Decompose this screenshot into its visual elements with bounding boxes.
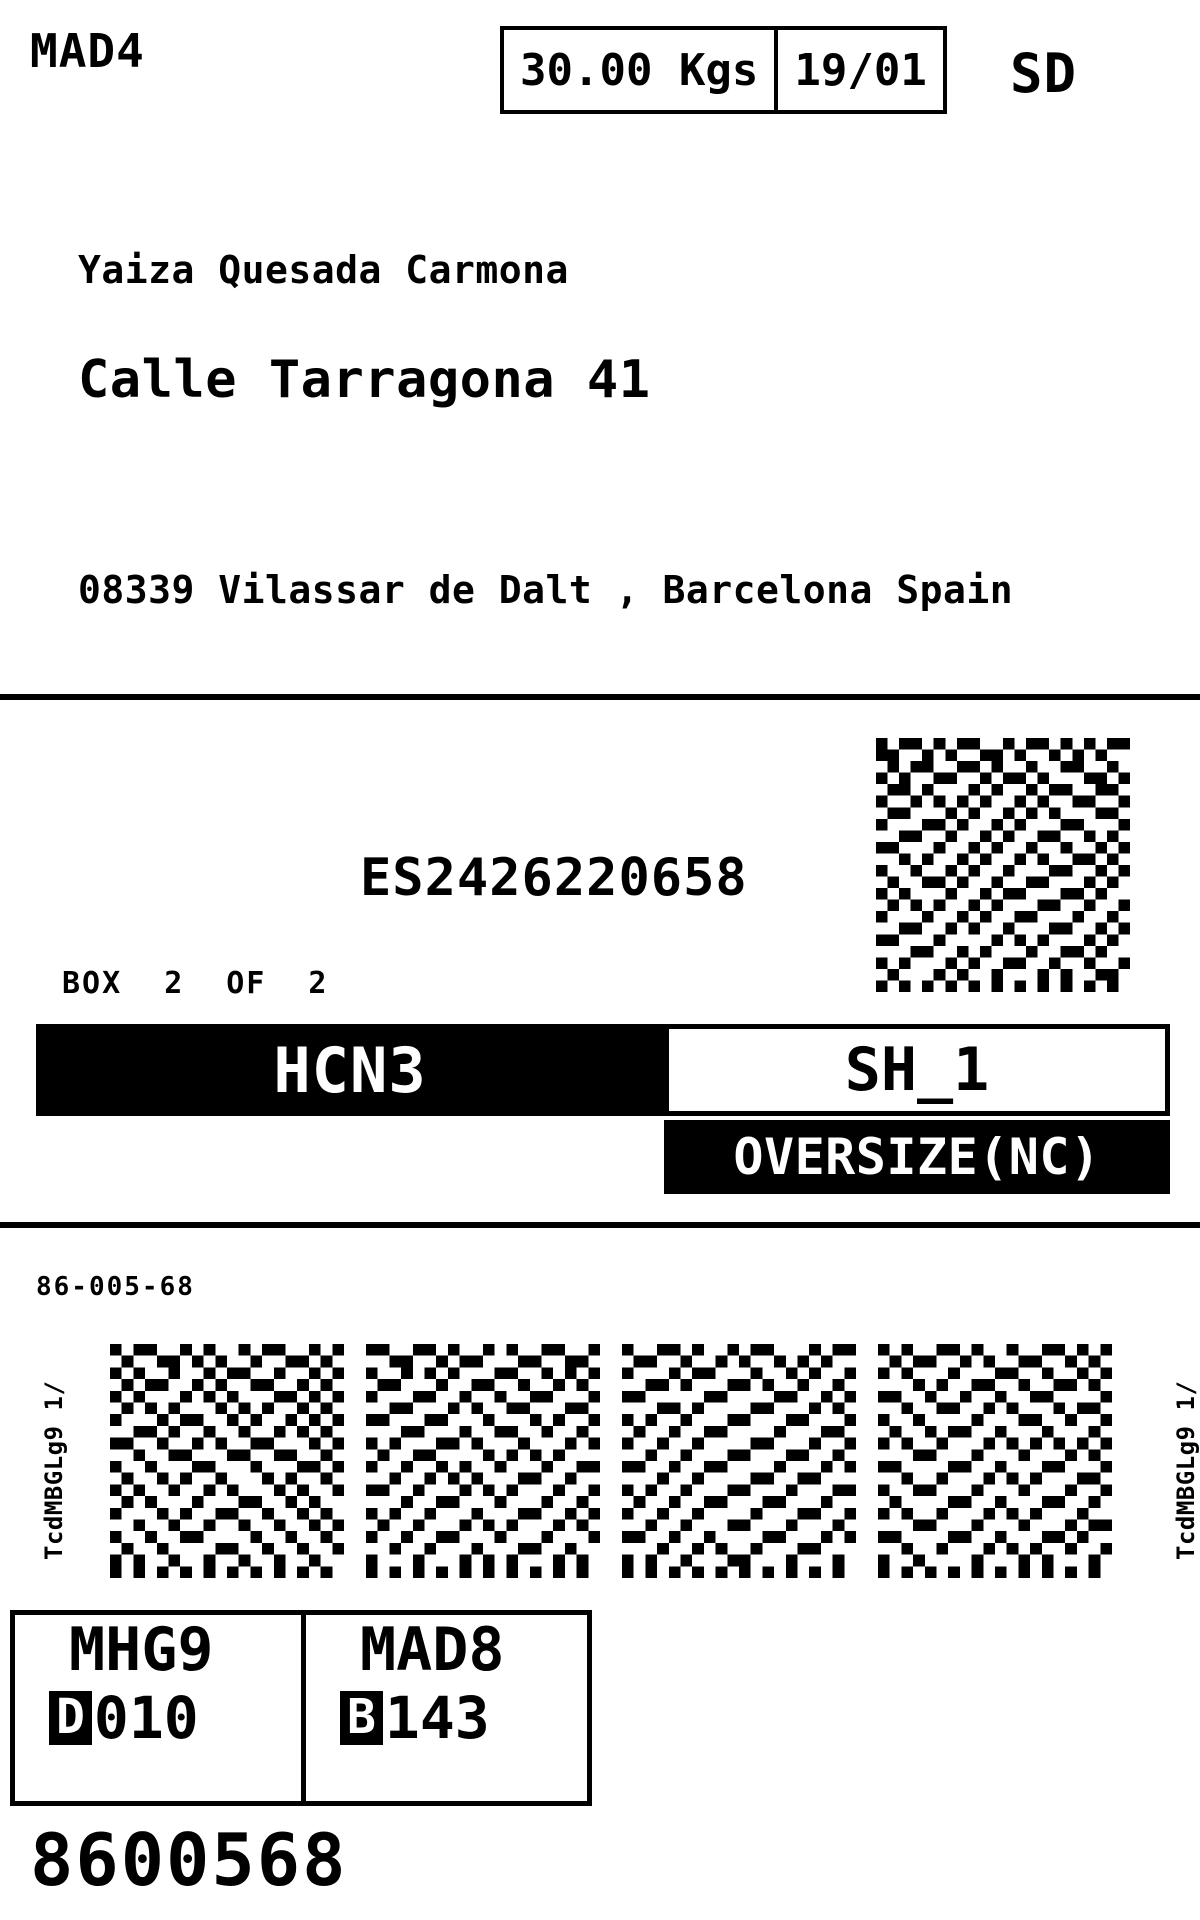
oversize-badge: OVERSIZE(NC) bbox=[664, 1120, 1170, 1194]
route-box bbox=[10, 1610, 592, 1806]
route-number-1: 010 bbox=[93, 1684, 199, 1752]
box-label: BOX bbox=[62, 966, 123, 1001]
big-sort-number: 8600568 bbox=[30, 1818, 348, 1902]
sort-code-bar bbox=[36, 1024, 1170, 1116]
divider-top bbox=[0, 694, 1200, 700]
label-header bbox=[0, 0, 1200, 140]
route-number-2: 143 bbox=[384, 1684, 490, 1752]
weight-date-box bbox=[500, 26, 947, 114]
datamatrix-4-icon bbox=[878, 1340, 1112, 1582]
datamatrix-2-icon bbox=[366, 1340, 600, 1582]
route-cell-1 bbox=[15, 1615, 301, 1801]
route-letter-1: D bbox=[49, 1691, 92, 1745]
of-label: OF bbox=[226, 966, 267, 1001]
stage-code: SH_1 bbox=[664, 1024, 1170, 1116]
box-count-line bbox=[62, 966, 328, 1001]
recipient-city-line: 08339 Vilassar de Dalt , Barcelona Spain bbox=[78, 568, 1014, 612]
route-letter-2: B bbox=[340, 1691, 383, 1745]
route-code-1: MHG9 bbox=[69, 1615, 214, 1685]
ship-date: 19/01 bbox=[794, 44, 927, 96]
divider-bottom bbox=[0, 1222, 1200, 1228]
node-code: MAD4 bbox=[30, 24, 145, 78]
side-text-left: TcdMBGLg9 1/ bbox=[40, 1380, 68, 1560]
recipient-name: Yaiza Quesada Carmona bbox=[78, 248, 569, 292]
route-cell-2 bbox=[301, 1615, 587, 1801]
tracking-id: ES2426220658 bbox=[360, 848, 748, 908]
recipient-street: Calle Tarragona 41 bbox=[78, 350, 651, 410]
route-second-2 bbox=[306, 1684, 587, 1752]
route-code-2: MAD8 bbox=[360, 1615, 505, 1685]
datamatrix-top-icon bbox=[876, 738, 1130, 992]
sort-code: HCN3 bbox=[36, 1024, 664, 1116]
route-second-1 bbox=[15, 1684, 301, 1752]
sub-label-code: 86-005-68 bbox=[36, 1272, 195, 1302]
datamatrix-row bbox=[0, 1340, 1200, 1590]
box-total: 2 bbox=[308, 966, 329, 1001]
datamatrix-1-icon bbox=[110, 1340, 344, 1582]
side-text-right: TcdMBGLg9 1/ bbox=[1172, 1380, 1200, 1560]
weight-value: 30.00 Kgs bbox=[520, 44, 759, 96]
datamatrix-3-icon bbox=[622, 1340, 856, 1582]
service-code: SD bbox=[1010, 42, 1078, 105]
box-index: 2 bbox=[164, 966, 185, 1001]
